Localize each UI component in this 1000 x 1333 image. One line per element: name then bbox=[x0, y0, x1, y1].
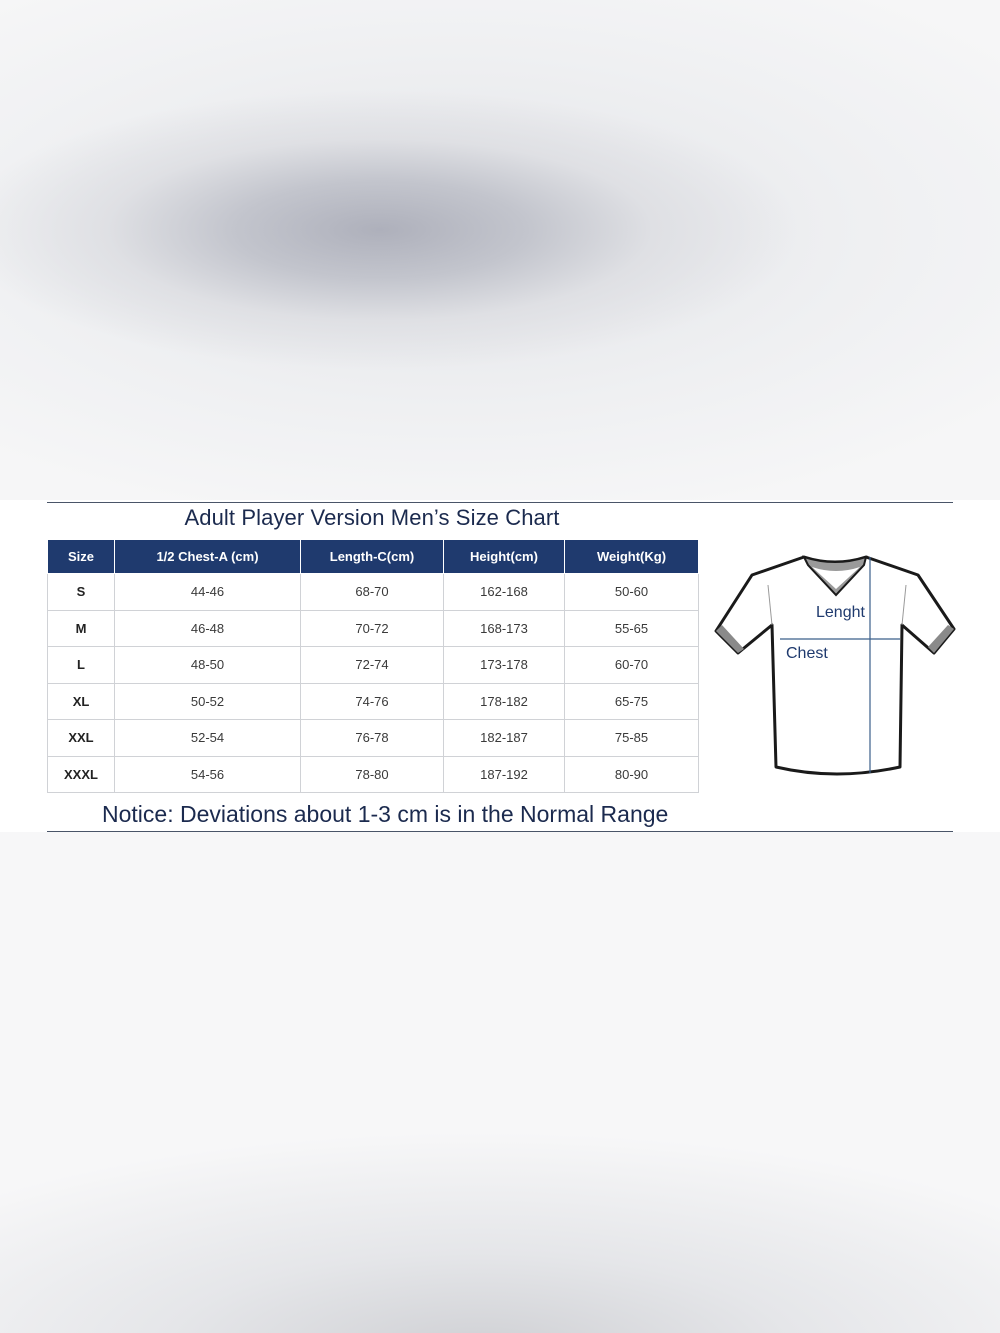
table-row bbox=[48, 647, 699, 684]
size-cell: XXXL bbox=[48, 756, 115, 793]
length-cell: 70-72 bbox=[301, 610, 444, 647]
table-row bbox=[48, 720, 699, 757]
height-cell: 182-187 bbox=[444, 720, 565, 757]
chest-cell: 48-50 bbox=[115, 647, 301, 684]
height-cell: 187-192 bbox=[444, 756, 565, 793]
chest-label: Chest bbox=[786, 645, 828, 662]
chest-cell: 54-56 bbox=[115, 756, 301, 793]
length-label: Lenght bbox=[816, 604, 865, 621]
column-header-size: Size bbox=[48, 540, 115, 574]
notice-text: Notice: Deviations about 1-3 cm is in the Normal Range bbox=[102, 801, 669, 827]
table-header-row bbox=[48, 540, 699, 574]
bottom-divider bbox=[47, 831, 953, 832]
height-cell: 178-182 bbox=[444, 683, 565, 720]
chest-cell: 52-54 bbox=[115, 720, 301, 757]
tshirt-diagram bbox=[712, 545, 960, 781]
height-cell: 173-178 bbox=[444, 647, 565, 684]
length-cell: 76-78 bbox=[301, 720, 444, 757]
size-cell: L bbox=[48, 647, 115, 684]
chest-cell: 46-48 bbox=[115, 610, 301, 647]
weight-cell: 80-90 bbox=[565, 756, 699, 793]
table-row bbox=[48, 756, 699, 793]
weight-cell: 60-70 bbox=[565, 647, 699, 684]
column-header-chest: 1/2 Chest-A (cm) bbox=[115, 540, 301, 574]
column-header-length: Length-C(cm) bbox=[301, 540, 444, 574]
blurred-background-bottom bbox=[0, 832, 1000, 1333]
size-cell: XL bbox=[48, 683, 115, 720]
weight-cell: 65-75 bbox=[565, 683, 699, 720]
weight-cell: 50-60 bbox=[565, 574, 699, 611]
size-cell: XXL bbox=[48, 720, 115, 757]
weight-cell: 75-85 bbox=[565, 720, 699, 757]
column-header-weight: Weight(Kg) bbox=[565, 540, 699, 574]
weight-cell: 55-65 bbox=[565, 610, 699, 647]
size-table bbox=[47, 539, 699, 793]
chart-title: Adult Player Version Men’s Size Chart bbox=[184, 505, 560, 530]
chest-cell: 44-46 bbox=[115, 574, 301, 611]
length-cell: 68-70 bbox=[301, 574, 444, 611]
top-divider bbox=[47, 502, 953, 503]
table-row bbox=[48, 574, 699, 611]
size-cell: S bbox=[48, 574, 115, 611]
table-row bbox=[48, 610, 699, 647]
size-chart-panel bbox=[0, 500, 1000, 832]
height-cell: 168-173 bbox=[444, 610, 565, 647]
height-cell: 162-168 bbox=[444, 574, 565, 611]
length-cell: 72-74 bbox=[301, 647, 444, 684]
table-row bbox=[48, 683, 699, 720]
length-cell: 74-76 bbox=[301, 683, 444, 720]
blurred-background-top bbox=[0, 0, 1000, 500]
column-header-height: Height(cm) bbox=[444, 540, 565, 574]
chest-cell: 50-52 bbox=[115, 683, 301, 720]
tshirt-icon bbox=[712, 545, 960, 781]
length-cell: 78-80 bbox=[301, 756, 444, 793]
size-cell: M bbox=[48, 610, 115, 647]
